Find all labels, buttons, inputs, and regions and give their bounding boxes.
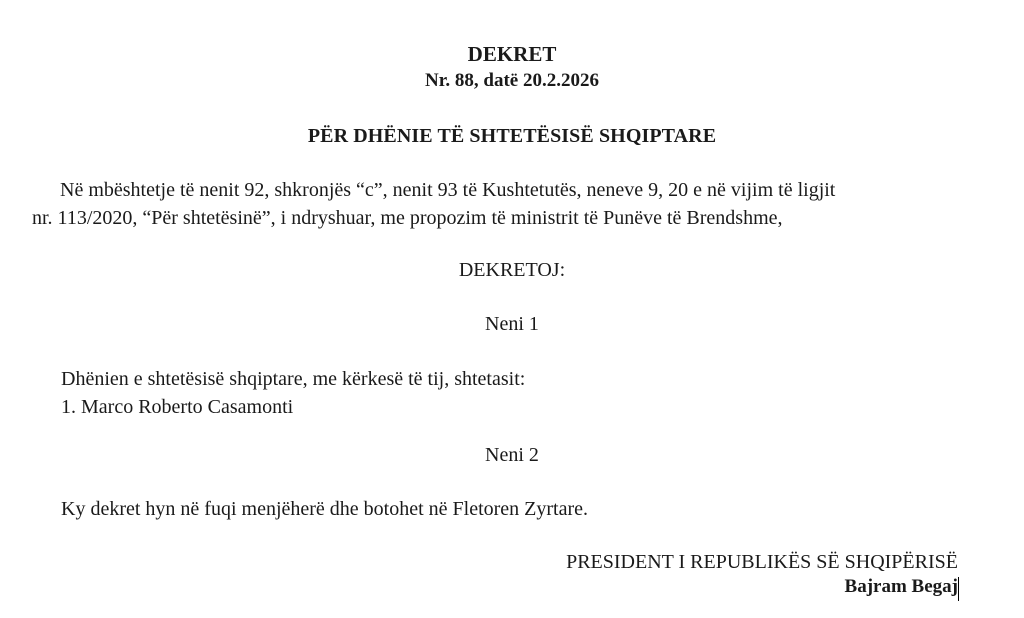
- decree-number: Nr. 88, datë 20.2.2026: [425, 70, 599, 91]
- article-1-line-1: Dhënien e shtetësisë shqiptare, me kërkesë të tij, shtetasit:: [61, 368, 526, 390]
- text-cursor: [958, 577, 959, 601]
- article-1-title: Neni 1: [485, 313, 539, 335]
- decree-word: DEKRETOJ:: [458, 259, 566, 281]
- preamble-line-2: nr. 113/2020, “Për shtetësinë”, i ndryshuar, me propozim të ministrit të Punëve të Brendshme,: [32, 207, 783, 229]
- preamble-line-1: [32, 176, 980, 204]
- decree-subject: PËR DHËNIE TË SHTETËSISË SHQIPTARE: [307, 125, 717, 147]
- signature-name: Bajram Begaj: [844, 576, 958, 597]
- signature-title: PRESIDENT I REPUBLIKËS SË SHQIPËRISË: [566, 551, 958, 573]
- article-1-line-2: 1. Marco Roberto Casamonti: [61, 396, 294, 418]
- document-title: DEKRET: [467, 42, 557, 66]
- article-2-body: Ky dekret hyn në fuqi menjëherë dhe botohet në Fletoren Zyrtare.: [61, 498, 589, 520]
- preamble-paragraph: [32, 176, 980, 232]
- article-1-body: [61, 365, 525, 421]
- article-2-title: Neni 2: [485, 444, 539, 466]
- preamble-line-1-text: Në mbështetje të nenit 92, shkronjës “c”, nenit 93 të Kushtetutës, neneve 9, 20 e në vijim të ligjit: [60, 179, 836, 201]
